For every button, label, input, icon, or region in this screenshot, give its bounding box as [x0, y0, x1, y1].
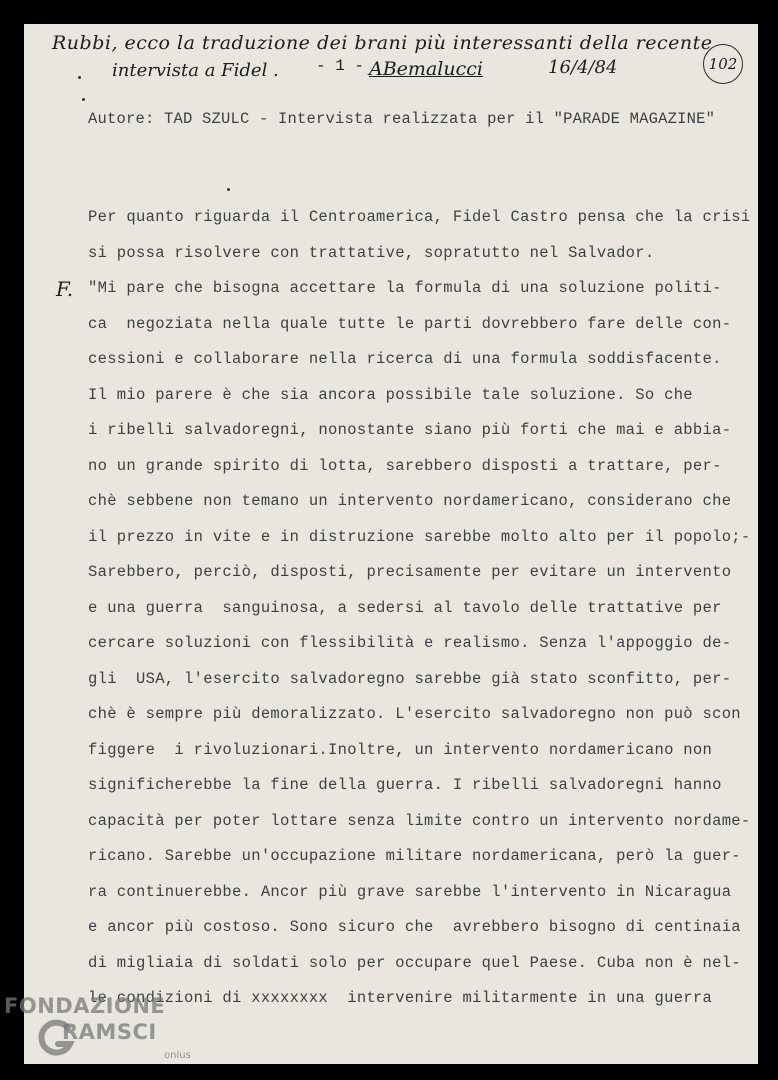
body-line: Il mio parere è che sia ancora possibile tale soluzione. So che — [88, 385, 693, 404]
typed-body — [88, 208, 751, 1027]
body-line: capacità per poter lottare senza limite contro un intervento nordame- — [88, 811, 751, 830]
margin-mark: F. — [56, 277, 74, 301]
body-line: chè sebbene non temano un intervento nordamericano, considerano che — [88, 492, 732, 510]
body-line: ricano. Sarebbe un'occupazione militare nordamericana, però la guer- — [88, 847, 741, 865]
watermark-subtitle: onlus — [164, 1050, 191, 1061]
body-line: ra continuerebbe. Ancor più grave sarebbe l'intervento in Nicaragua — [88, 882, 732, 901]
body-line: di migliaia di soldati solo per occupare quel Paese. Cuba non è nel- — [88, 953, 741, 972]
handwritten-note-line-2: intervista a Fidel . — [112, 60, 279, 81]
body-line: significherebbe la fine della guerra. I ribelli salvadoregni hanno — [88, 776, 722, 794]
watermark-logo — [4, 994, 204, 1078]
handwritten-signature: ABemalucci — [369, 58, 483, 80]
body-line: Per quanto riguarda il Centroamerica, Fidel Castro pensa che la crisi — [88, 208, 751, 226]
body-line: ca negoziata nella quale tutte le parti dovrebbero fare delle con- — [88, 314, 732, 333]
ink-dot — [227, 188, 230, 191]
body-line: i ribelli salvadoregni, nonostante siano più forti che mai e abbia- — [88, 421, 732, 439]
page-marker: - 1 - — [316, 57, 365, 75]
body-line: cessioni e collaborare nella ricerca di una formula soddisfacente. — [88, 350, 722, 368]
body-line: si possa risolvere con trattative, sopratutto nel Salvador. — [88, 243, 655, 262]
body-line: e una guerra sanguinosa, a sedersi al tavolo delle trattative per — [88, 598, 722, 617]
body-line: cercare soluzioni con flessibilità e realismo. Senza l'appoggio de- — [88, 634, 732, 652]
body-line: chè è sempre più demoralizzato. L'esercito salvadoregno non può scon — [88, 705, 741, 723]
body-line: "Mi pare che bisogna accettare la formula di una soluzione politi- — [88, 279, 722, 297]
document-page — [24, 24, 758, 1064]
ink-dot — [82, 98, 85, 101]
body-line: e ancor più costoso. Sono sicuro che avrebbero bisogno di centinaia — [88, 918, 741, 936]
handwritten-date: 16/4/84 — [548, 57, 618, 78]
body-line: no un grande spirito di lotta, sarebbero disposti a trattare, per- — [88, 456, 722, 475]
handwritten-note-line-1: Rubbi, ecco la traduzione dei brani più interessanti della recente — [52, 32, 713, 54]
document-header: Autore: TAD SZULC - Intervista realizzata per il "PARADE MAGAZINE" — [88, 110, 716, 128]
body-line: Sarebbero, perciò, disposti, precisamente per evitare un intervento — [88, 563, 732, 581]
body-line: figgere i rivoluzionari.Inoltre, un intervento nordamericano non — [88, 740, 713, 759]
ink-dot — [78, 76, 81, 79]
body-line: il prezzo in vite e in distruzione sarebbe molto alto per il popolo;- — [88, 527, 751, 546]
body-line: le condizioni di xxxxxxxx intervenire militarmente in una guerra — [88, 989, 713, 1007]
body-line: gli USA, l'esercito salvadoregno sarebbe già stato sconfitto, per- — [88, 669, 732, 688]
circled-page-number: 102 — [703, 44, 743, 84]
watermark-line-1: FONDAZIONE — [4, 994, 166, 1018]
watermark-line-2: RAMSCI — [62, 1020, 157, 1044]
